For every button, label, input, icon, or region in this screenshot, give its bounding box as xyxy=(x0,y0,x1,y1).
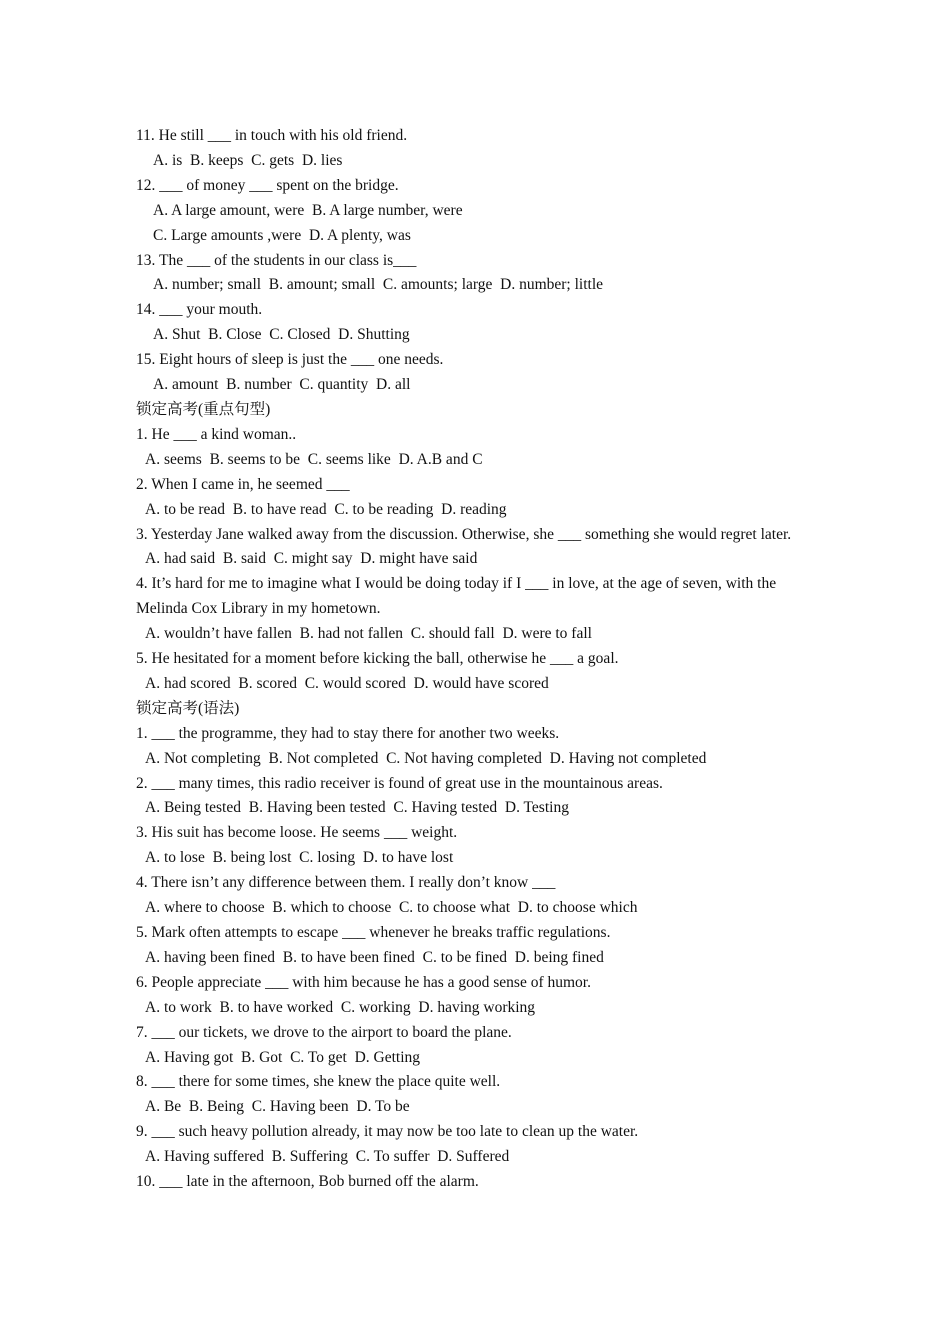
question-5 xyxy=(136,921,826,971)
section-vocabulary xyxy=(136,124,826,398)
question-options: A. to be read B. to have read C. to be reading D. reading xyxy=(145,500,507,518)
question-text: 5. He hesitated for a moment before kicking the ball, otherwise he ___ a goal. xyxy=(136,650,619,668)
question-text: 8. ___ there for some times, she knew the place quite well. xyxy=(136,1073,501,1091)
question-text: 4. It’s hard for me to imagine what I would be doing today if I ___ in love, at the age of seven, with the Melinda Cox Library in my hometown. xyxy=(136,575,780,618)
question-text: 3. His suit has become loose. He seems ___ weight. xyxy=(136,824,458,842)
question-text: 6. People appreciate ___ with him because he has a good sense of humor. xyxy=(136,973,591,991)
question-6 xyxy=(136,971,826,1021)
question-text: 14. ___ your mouth. xyxy=(136,301,263,319)
question-2 xyxy=(136,772,826,822)
question-options: C. Large amounts ,were D. A plenty, was xyxy=(153,226,411,244)
question-10 xyxy=(136,1170,826,1195)
question-text: 9. ___ such heavy pollution already, it may now be too late to clean up the water. xyxy=(136,1123,639,1141)
question-4 xyxy=(136,871,826,921)
question-text: 12. ___ of money ___ spent on the bridge. xyxy=(136,176,399,194)
question-options: A. had said B. said C. might say D. might have said xyxy=(145,550,478,568)
section-key-sentences xyxy=(136,398,826,697)
question-7 xyxy=(136,1021,826,1071)
question-options: A. to work B. to have worked C. working D. having working xyxy=(145,998,536,1016)
question-options: A. is B. keeps C. gets D. lies xyxy=(153,151,343,169)
question-text: 2. ___ many times, this radio receiver is found of great use in the mountainous areas. xyxy=(136,774,663,792)
question-text: 1. He ___ a kind woman.. xyxy=(136,425,297,443)
question-text: 10. ___ late in the afternoon, Bob burned off the alarm. xyxy=(136,1173,479,1191)
document-page xyxy=(136,124,826,1195)
question-options: A. Be B. Being C. Having been D. To be xyxy=(145,1098,410,1116)
question-12 xyxy=(136,174,826,249)
question-options: A. Shut B. Close C. Closed D. Shutting xyxy=(153,326,410,344)
question-text: 11. He still ___ in touch with his old friend. xyxy=(136,127,408,144)
question-5 xyxy=(136,647,826,697)
question-options: A. number; small B. amount; small C. amounts; large D. number; little xyxy=(153,276,604,294)
question-options: A. to lose B. being lost C. losing D. to have lost xyxy=(145,849,454,867)
question-options: A. Not completing B. Not completed C. Not having completed D. Having not completed xyxy=(145,749,707,767)
section-heading: 锁定高考(重点句型) xyxy=(136,400,271,418)
question-text: 5. Mark often attempts to escape ___ whenever he breaks traffic regulations. xyxy=(136,924,611,941)
question-options: A. Having suffered B. Suffering C. To suffer D. Suffered xyxy=(145,1148,510,1166)
question-13 xyxy=(136,249,826,299)
question-14 xyxy=(136,298,826,348)
question-options: A. had scored B. scored C. would scored D. would have scored xyxy=(145,674,549,692)
question-text: 13. The ___ of the students in our class is___ xyxy=(136,251,417,269)
question-9 xyxy=(136,1120,826,1170)
question-options: A. Having got B. Got C. To get D. Getting xyxy=(145,1048,421,1066)
question-3 xyxy=(136,821,826,871)
question-options: A. seems B. seems to be C. seems like D. A.B and C xyxy=(145,450,483,468)
question-text: 4. There isn’t any difference between them. I really don’t know ___ xyxy=(136,874,556,892)
question-options: A. A large amount, were B. A large number, were xyxy=(153,201,463,219)
question-1 xyxy=(136,423,826,473)
question-options: A. having been fined B. to have been fined C. to be fined D. being fined xyxy=(145,948,604,966)
question-8 xyxy=(136,1070,826,1120)
question-options: A. wouldn’t have fallen B. had not fallen C. should fall D. were to fall xyxy=(145,625,592,643)
section-heading: 锁定高考(语法) xyxy=(136,699,240,717)
question-3 xyxy=(136,523,826,573)
question-options: A. amount B. number C. quantity D. all xyxy=(153,376,411,394)
question-4 xyxy=(136,572,826,647)
question-options: A. where to choose B. which to choose C. to choose what D. to choose which xyxy=(145,899,638,917)
question-2 xyxy=(136,473,826,523)
question-text: 2. When I came in, he seemed ___ xyxy=(136,475,350,493)
question-text: 1. ___ the programme, they had to stay there for another two weeks. xyxy=(136,724,560,742)
question-15 xyxy=(136,348,826,398)
question-1 xyxy=(136,722,826,772)
section-grammar xyxy=(136,697,826,1195)
question-11 xyxy=(136,124,826,174)
question-text: 3. Yesterday Jane walked away from the discussion. Otherwise, she ___ something she would regret later. xyxy=(136,525,792,543)
question-text: 7. ___ our tickets, we drove to the airport to board the plane. xyxy=(136,1023,512,1041)
question-options: A. Being tested B. Having been tested C. Having tested D. Testing xyxy=(145,799,569,817)
question-text: 15. Eight hours of sleep is just the ___ one needs. xyxy=(136,351,444,369)
